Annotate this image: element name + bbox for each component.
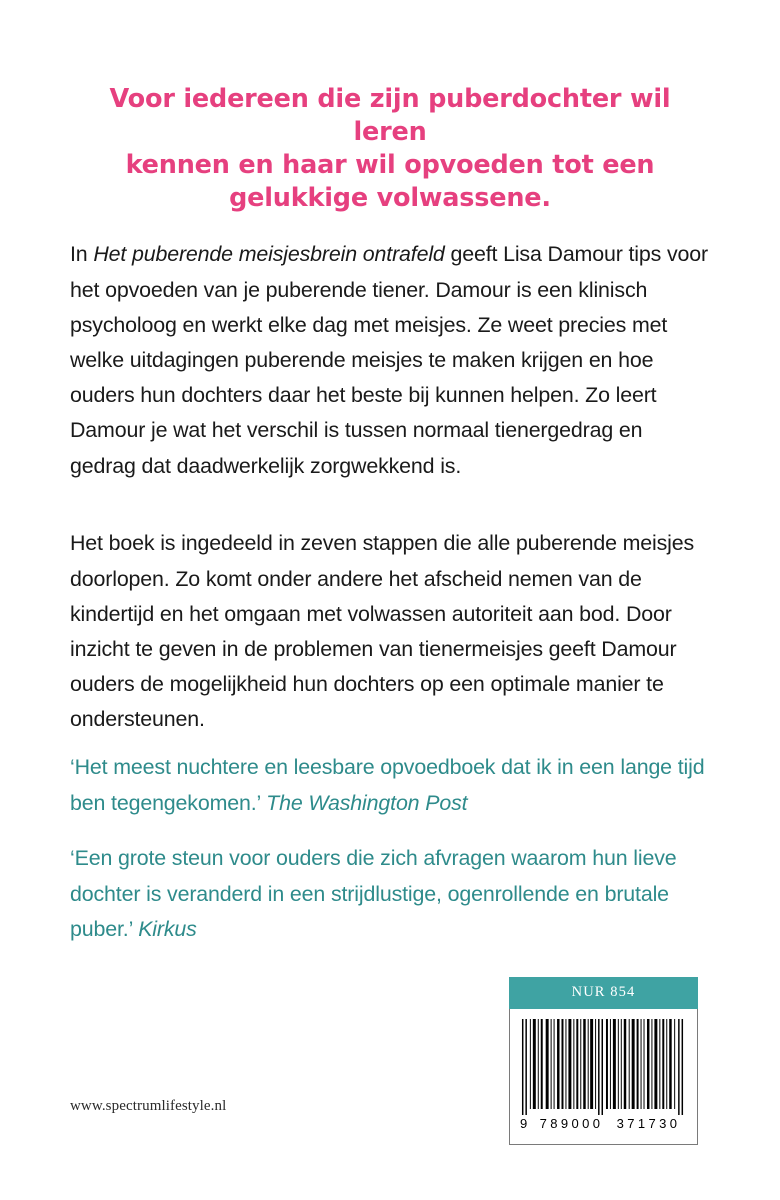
headline-line-3: gelukkige volwassene. <box>229 183 551 213</box>
review-quote-1-text: ‘Het meest nuchtere en leesbare opvoedboek dat ik in een lange tijd ben tegengekomen.’ <box>70 755 705 815</box>
blurb-paragraph-2: Het boek is ingedeeld in zeven stappen die alle puberende meisjes doorlopen. Zo komt onder andere het afscheid nemen van de kindertijd en het omgaan met volwassen autoriteit aan bod. Door inzicht te geven in de problemen van tienermeisjes geeft Damour ouders de mogelijkheid hun dochters op een optimale manier te ondersteunen. <box>70 531 695 732</box>
headline <box>70 83 710 215</box>
paragraph-1-rest: geeft Lisa Damour tips voor het opvoeden van je puberende tiener. Damour is een klinisch psycholoog en werkt elke dag met meisjes. Ze weet precies met welke uitdagingen puberende meisjes te maken krijgen en hoe ouders hun dochters daar het beste bij kunnen helpen. Zo leert Damour je wat het verschil is tussen normaal tienergedrag en gedrag dat daadwerkelijk zorgwekkend is. <box>70 242 708 478</box>
review-quote-2-text: ‘Een grote steun voor ouders die zich afvragen waarom hun lieve dochter is veranderd in een strijdlustige, ogenrollende en brutale puber.’ <box>70 846 677 941</box>
barcode-block <box>509 977 698 1145</box>
headline-line-1: Voor iedereen die zijn puberdochter wil leren <box>109 84 671 147</box>
headline-line-2: kennen en haar wil opvoeden tot een <box>125 150 655 180</box>
barcode-right-group: 371730 <box>616 1116 681 1131</box>
publisher-website[interactable]: www.spectrumlifestyle.nl <box>70 1098 227 1114</box>
blurb-paragraph-1 <box>70 237 712 483</box>
barcode-bars <box>519 1019 688 1115</box>
review-quote-2-source: Kirkus <box>138 916 197 941</box>
barcode-left-group: 789000 <box>539 1116 604 1131</box>
barcode-lead-digit: 9 <box>520 1116 528 1131</box>
book-title-italic: Het puberende meisjesbrein ontrafeld <box>93 242 445 267</box>
review-quote-1 <box>70 750 718 820</box>
paragraph-1-intro: In <box>70 242 94 267</box>
review-quote-1-source: The Washington Post <box>266 790 468 815</box>
review-quote-2 <box>70 841 718 947</box>
barcode-digits <box>519 1116 688 1131</box>
nur-code-banner: NUR 854 <box>509 977 698 1009</box>
barcode-box <box>509 1009 698 1145</box>
